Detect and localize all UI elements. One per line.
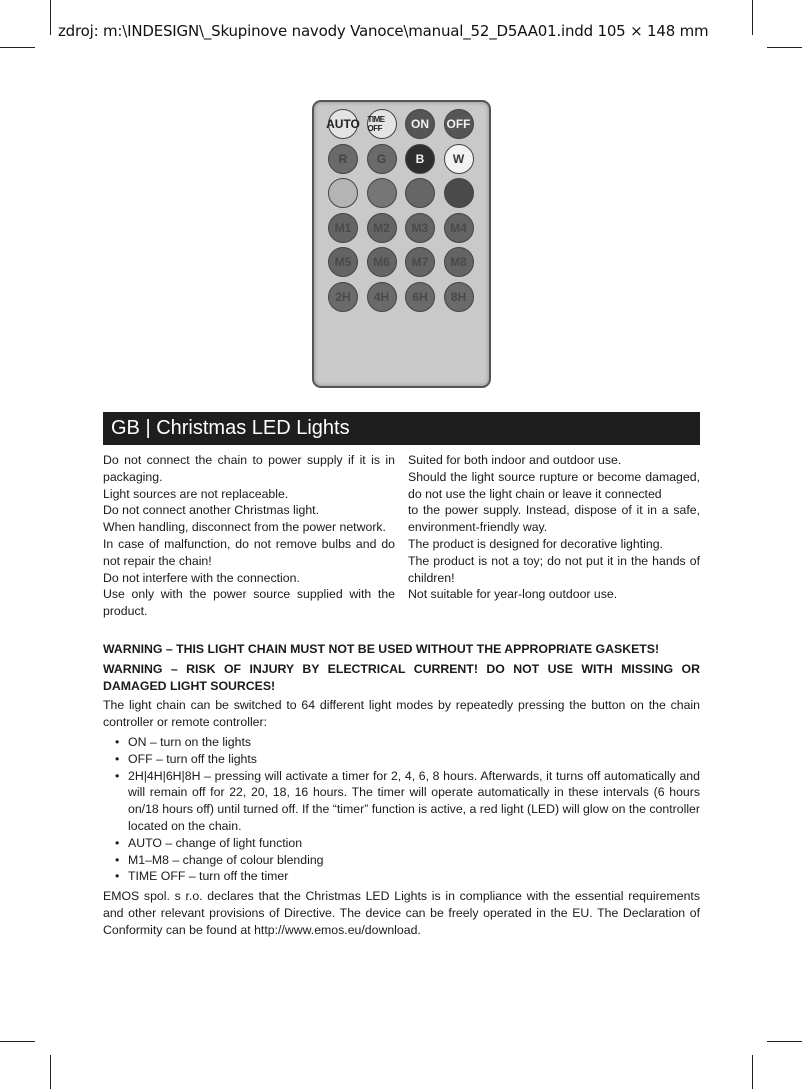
crop-mark xyxy=(767,47,802,48)
crop-mark xyxy=(50,1055,51,1089)
safety-note: Suited for both indoor and outdoor use. xyxy=(408,453,622,467)
remote-button: TIME OFF xyxy=(367,109,397,139)
bullet-icon: • xyxy=(115,734,120,749)
bullet-icon: • xyxy=(115,835,120,850)
safety-note: Do not connect the chain to power supply if it is in packaging. xyxy=(103,453,395,484)
safety-note: Not suitable for year-long outdoor use. xyxy=(408,587,618,602)
bullet-icon: • xyxy=(115,751,120,766)
remote-button: OFF xyxy=(444,109,474,139)
remote-button: M2 xyxy=(367,213,397,243)
remote-button: M5 xyxy=(328,247,358,277)
remote-button: ON xyxy=(405,109,435,139)
remote-button xyxy=(405,178,435,208)
remote-button xyxy=(328,178,358,208)
right-column xyxy=(408,452,700,620)
list-item xyxy=(115,751,700,768)
remote-button: W xyxy=(444,144,474,174)
safety-note: Do not connect another Christmas light. xyxy=(103,503,319,518)
list-item xyxy=(115,868,700,885)
function-list xyxy=(103,734,700,885)
list-item xyxy=(115,852,700,869)
remote-button: 4H xyxy=(367,282,397,312)
declaration-text: EMOS spol. s r.o. declares that the Christmas LED Lights is in compliance with the essential requirements and other relevant provisions of Directive. The device can be freely operated in the EU. The Declaration of Conformity can be found at http://www.emos.eu/download. xyxy=(103,889,700,937)
safety-note: to the power supply. Instead, dispose of it in a safe, environment-friendly way. xyxy=(408,503,700,535)
bullet-icon: • xyxy=(115,852,120,867)
safety-note: Use only with the power source supplied with the product. xyxy=(103,587,395,619)
list-item-text: OFF – turn off the lights xyxy=(128,751,257,766)
safety-note: Should the light source rupture or become damaged, do not use the light chain or leave it connected xyxy=(408,469,700,501)
crop-mark xyxy=(752,0,753,35)
list-item xyxy=(115,734,700,751)
list-item-text: TIME OFF – turn off the timer xyxy=(128,869,289,884)
warning-gaskets: WARNING – THIS LIGHT CHAIN MUST NOT BE USED WITHOUT THE APPROPRIATE GASKETS! xyxy=(103,642,660,656)
remote-button: 2H xyxy=(328,282,358,312)
intro-text: The light chain can be switched to 64 different light modes by repeatedly pressing the button on the chain controller or remote controller: xyxy=(103,698,700,730)
warning-electrical: WARNING – RISK OF INJURY BY ELECTRICAL CURRENT! DO NOT USE WITH MISSING OR DAMAGED LIGHT SOURCES! xyxy=(103,661,700,693)
remote-button xyxy=(444,178,474,208)
list-item-text: ON – turn on the lights xyxy=(128,734,252,749)
crop-mark xyxy=(767,1041,802,1042)
left-column xyxy=(103,452,395,620)
remote-button: M6 xyxy=(367,247,397,277)
crop-mark xyxy=(0,47,35,48)
remote-button: 8H xyxy=(444,282,474,312)
bullet-icon: • xyxy=(115,768,120,783)
bullet-icon: • xyxy=(115,869,120,884)
remote-button: M4 xyxy=(444,213,474,243)
safety-note: Light sources are not replaceable. xyxy=(103,486,289,501)
remote-button: R xyxy=(328,144,358,174)
list-item-text: AUTO – change of light function xyxy=(128,835,303,850)
safety-note: The product is not a toy; do not put it in the hands of children! xyxy=(408,553,700,585)
safety-note: When handling, disconnect from the power network. xyxy=(103,520,386,535)
remote-button: G xyxy=(367,144,397,174)
remote-button: M1 xyxy=(328,213,358,243)
crop-mark xyxy=(50,0,51,35)
file-slug: zdroj: m:\INDESIGN\_Skupinove navody Vanoce\manual_52_D5AA01.indd 105 × 148 mm xyxy=(58,22,709,40)
remote-button: M8 xyxy=(444,247,474,277)
remote-button: M3 xyxy=(405,213,435,243)
remote-button: 6H xyxy=(405,282,435,312)
safety-note: Do not interfere with the connection. xyxy=(103,570,300,585)
remote-controller-image xyxy=(312,100,491,388)
list-item-text: 2H|4H|6H|8H – pressing will activate a timer for 2, 4, 6, 8 hours. Afterwards, it turns off automatically and will remain off for 22, 20, 18, 16 hours. The timer will operate automatically in these intervals (6 hours on/18 hours off) until turned off. If the “timer” function is active, a red light (LED) will glow on the controller located on the chain. xyxy=(128,768,700,833)
remote-button xyxy=(367,178,397,208)
section-header: GB | Christmas LED Lights xyxy=(103,412,700,445)
safety-note: In case of malfunction, do not remove bulbs and do not repair the chain! xyxy=(103,536,395,568)
crop-mark xyxy=(0,1041,35,1042)
safety-note: The product is designed for decorative lighting. xyxy=(408,536,663,551)
list-item xyxy=(115,835,700,852)
safety-columns xyxy=(103,452,700,620)
remote-button: B xyxy=(405,144,435,174)
instructions xyxy=(103,641,700,942)
list-item xyxy=(115,768,700,835)
list-item-text: M1–M8 – change of colour blending xyxy=(128,852,324,867)
crop-mark xyxy=(752,1055,753,1089)
remote-button: AUTO xyxy=(328,109,358,139)
remote-button: M7 xyxy=(405,247,435,277)
